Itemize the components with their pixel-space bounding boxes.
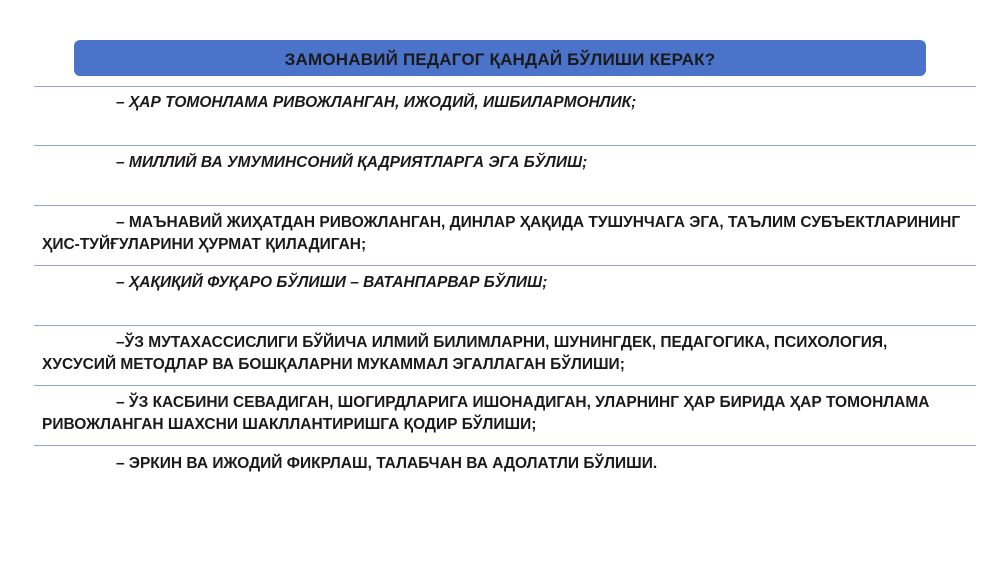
slide-title: ЗАМОНАВИЙ ПЕДАГОГ ҚАНДАЙ БЎЛИШИ КЕРАК?: [284, 50, 716, 69]
divider-line: [34, 385, 976, 386]
list-item: – ҲАР ТОМОНЛАМА РИВОЖЛАНГАН, ИЖОДИЙ, ИШБИЛАРМОНЛИК;: [116, 94, 637, 111]
list-item: –ЎЗ МУТАХАССИСЛИГИ БЎЙИЧА ИЛМИЙ БИЛИМЛАРНИ, ШУНИНГДЕК, ПЕДАГОГИКА, ПСИХОЛОГИЯ, ХУСУСИЙ МЕТОДЛАР ВА БОШҚАЛАРНИ МУКАММАЛ ЭГАЛЛАГАН БЎЛИШИ;: [42, 334, 888, 373]
list-item: – МАЪНАВИЙ ЖИҲАТДАН РИВОЖЛАНГАН, ДИНЛАР ҲАҚИДА ТУШУНЧАГА ЭГА, ТАЪЛИМ СУБЪЕКТЛАРИНИНГ ҲИС-ТУЙҒУЛАРИНИ ҲУРМАТ ҚИЛАДИГАН;: [42, 214, 961, 253]
list-item: – ҲАҚИҚИЙ ФУҚАРО БЎЛИШИ – ВАТАНПАРВАР БЎЛИШ;: [116, 274, 548, 291]
divider-line: [34, 265, 976, 266]
list-item: – ЭРКИН ВА ИЖОДИЙ ФИКРЛАШ, ТАЛАБЧАН ВА АДОЛАТЛИ БЎЛИШИ.: [116, 455, 658, 472]
divider-line: [34, 325, 976, 326]
list-item: – МИЛЛИЙ ВА УМУМИНСОНИЙ ҚАДРИЯТЛАРГА ЭГА БЎЛИШ;: [116, 154, 588, 171]
divider-line: [34, 145, 976, 146]
divider-line: [34, 445, 976, 446]
divider-line: [34, 205, 976, 206]
divider-line: [34, 86, 976, 87]
list-item: – ЎЗ КАСБИНИ СЕВАДИГАН, ШОГИРДЛАРИГА ИШОНАДИГАН, УЛАРНИНГ ҲАР БИРИДА ҲАР ТОМОНЛАМА РИВОЖЛАНГАН ШАХСНИ ШАКЛЛАНТИРИШГА ҚОДИР БЎЛИШИ;: [42, 394, 930, 433]
